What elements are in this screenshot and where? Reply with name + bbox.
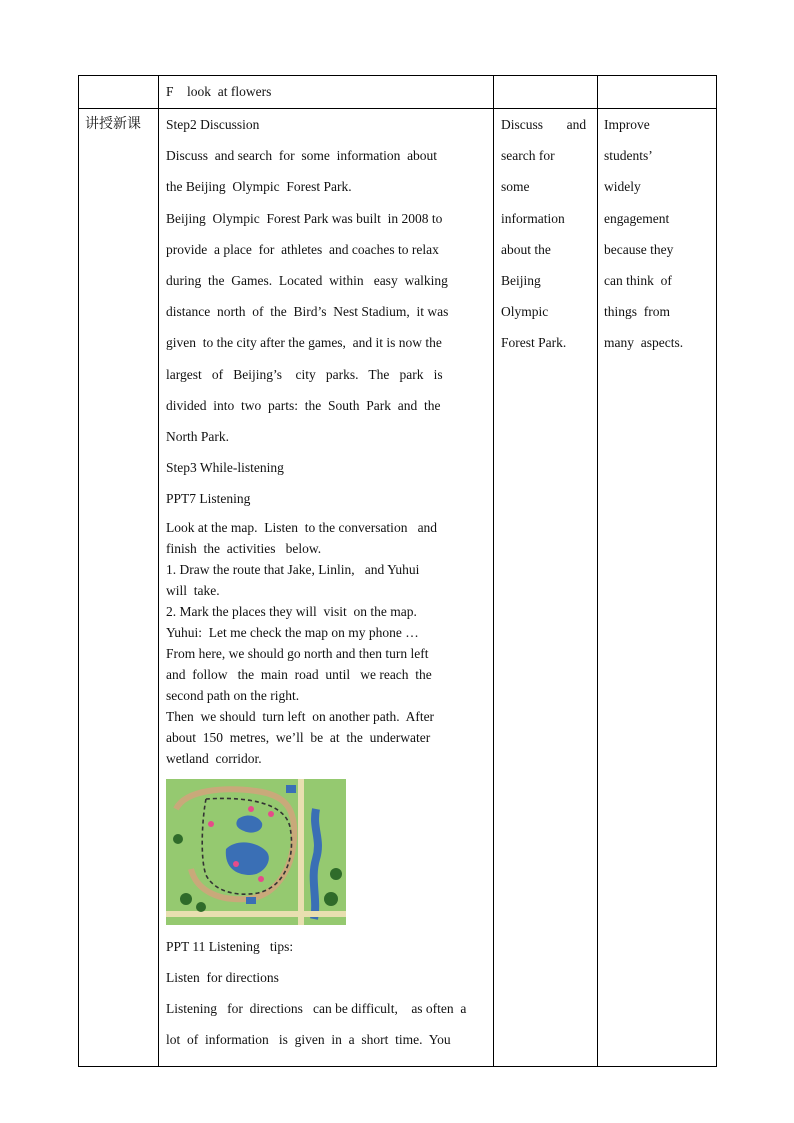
table-row (79, 109, 717, 1067)
listening-line: Yuhui: Let me check the map on my phone … (166, 624, 419, 640)
activity-line: Discuss and (501, 117, 587, 132)
tips-section (166, 931, 487, 1056)
ppt11-title: PPT 11 Listening tips: (166, 938, 294, 954)
activity-line: Beijing (501, 273, 541, 289)
purpose-cell-empty (598, 76, 717, 109)
label-cell-empty (79, 76, 159, 109)
tips-title: Listen for directions (166, 969, 279, 985)
purpose-cell (598, 109, 717, 1067)
purpose-line: engagement (604, 210, 670, 226)
activity-cell-empty (494, 76, 598, 109)
park-line: provide a place for athletes and coaches to relax (166, 241, 439, 257)
listening-line: wetland corridor. (166, 750, 262, 766)
step2-title: Step2 Discussion (166, 117, 260, 132)
step3-title: Step3 While-listening (166, 460, 284, 476)
park-map-image (166, 779, 346, 925)
purpose-line: students’ (604, 148, 653, 164)
park-line: given to the city after the games, and it is now the (166, 335, 442, 351)
discussion-section (166, 109, 487, 515)
lesson-plan-table (78, 75, 717, 1067)
activity-line: Olympic (501, 304, 549, 320)
tips-line: Listening for directions can be difficult, as often a (166, 1001, 467, 1017)
purpose-line: can think of (604, 273, 672, 289)
row1-text: F look at flowers (166, 84, 272, 99)
park-line: during the Games. Located within easy walking (166, 273, 448, 289)
discussion-line: the Beijing Olympic Forest Park. (166, 179, 352, 195)
park-line: divided into two parts: the South Park and the (166, 397, 441, 413)
activity-line: information (501, 210, 565, 226)
listening-line: second path on the right. (166, 687, 300, 703)
activity-line: some (501, 179, 530, 195)
table-row (79, 76, 717, 109)
listening-line: 2. Mark the places they will visit on the map. (166, 603, 417, 619)
content-cell (159, 109, 494, 1067)
listening-line: Look at the map. Listen to the conversation and (166, 519, 438, 535)
content-cell (159, 76, 494, 109)
activity-line: Forest Park. (501, 335, 567, 351)
section-label: 讲授新课 (85, 116, 141, 132)
listening-line: 1. Draw the route that Jake, Linlin, and Yuhui (166, 561, 420, 577)
park-line: distance north of the Bird’s Nest Stadium, it was (166, 304, 449, 320)
listening-line: From here, we should go north and then turn left (166, 645, 429, 661)
park-line: largest of Beijing’s city parks. The park is (166, 366, 443, 382)
listening-line: Then we should turn left on another path. After (166, 708, 435, 724)
tips-line: lot of information is given in a short time. You (166, 1032, 451, 1048)
purpose-line: widely (604, 179, 641, 195)
label-cell (79, 109, 159, 1067)
purpose-line: because they (604, 241, 674, 257)
activity-line: search for (501, 148, 555, 164)
purpose-line: many aspects. (604, 335, 684, 351)
activity-line: about the (501, 241, 551, 257)
purpose-line: Improve (604, 117, 650, 132)
park-line: Beijing Olympic Forest Park was built in 2008 to (166, 210, 443, 226)
discussion-line: Discuss and search for some information about (166, 148, 438, 164)
listening-line: and follow the main road until we reach the (166, 666, 432, 682)
activity-cell (494, 109, 598, 1067)
listening-line: about 150 metres, we’ll be at the underwater (166, 729, 431, 745)
listening-block (166, 517, 487, 769)
ppt7-title: PPT7 Listening (166, 491, 251, 507)
listening-line: will take. (166, 582, 220, 598)
park-line: North Park. (166, 429, 229, 445)
purpose-line: things from (604, 304, 670, 320)
listening-line: finish the activities below. (166, 540, 322, 556)
